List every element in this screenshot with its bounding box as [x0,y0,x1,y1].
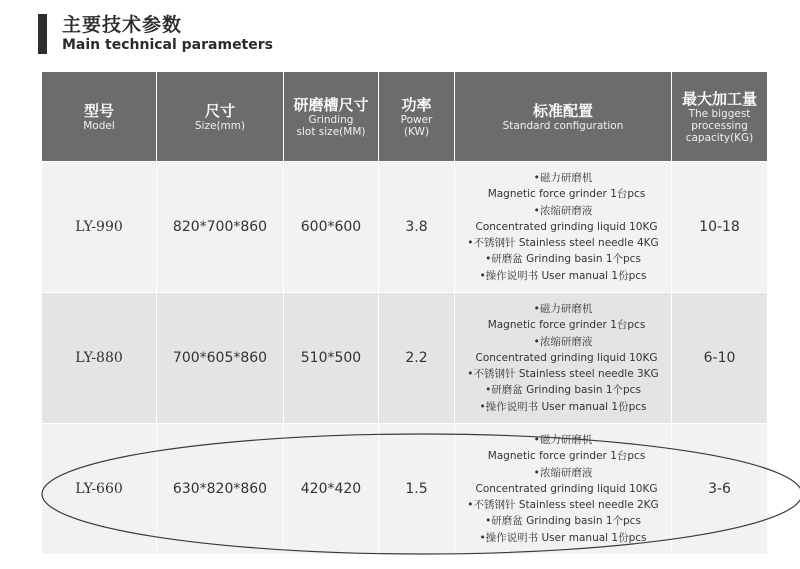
config-line: Magnetic force grinder 1台pcs [487,319,646,332]
size-cell: 700*605*860 [157,293,284,424]
page-title-cn: 主要技术参数 [62,14,183,36]
table-row [42,424,768,555]
column-header-cn: 研磨槽尺寸 [293,95,369,114]
column-header-model [42,72,157,162]
configuration-cell [455,293,672,424]
config-line: •不锈钢针 Stainless steel needle 2KG [467,499,659,512]
column-header-cn: 型号 [83,101,114,120]
config-line: •浓缩研磨液 [533,466,593,479]
parameters-table [41,71,768,555]
config-line: •操作说明书 User manual 1份pcs [479,531,647,544]
capacity-cell: 6-10 [672,293,768,424]
table-row [42,293,768,424]
config-line: Concentrated grinding liquid 10KG [475,482,658,495]
config-line: •操作说明书 User manual 1份pcs [479,269,647,282]
config-line: •磁力研磨机 [533,302,593,315]
column-header-en: processing [691,119,748,132]
model-cell: LY-990 [42,162,157,293]
size-cell: 630*820*860 [157,424,284,555]
table-header-row [42,72,768,162]
column-header-en: Power [400,113,433,126]
config-line: Concentrated grinding liquid 10KG [475,220,658,233]
configuration-cell [455,424,672,555]
table-row [42,162,768,293]
column-header-en: The biggest [688,107,751,120]
column-header-en: Size(mm) [194,119,246,132]
config-line: •浓缩研磨液 [533,335,593,348]
column-header-capacity [672,72,768,162]
column-header-power [379,72,455,162]
column-header-size [157,72,284,162]
config-line: •操作说明书 User manual 1份pcs [479,400,647,413]
capacity-cell: 3-6 [672,424,768,555]
slot-size-cell: 600*600 [284,162,379,293]
title-accent-bar [38,14,47,54]
config-line: Magnetic force grinder 1台pcs [487,188,646,201]
page-title-en: Main technical parameters [62,37,273,53]
config-line: Magnetic force grinder 1台pcs [487,450,646,463]
column-header-en: (KW) [403,125,430,138]
config-line: •研磨盆 Grinding basin 1个pcs [485,253,641,266]
column-header-en: slot size(MM) [296,125,366,138]
column-header-en: Model [83,119,115,132]
column-header-slot-size [284,72,379,162]
column-header-cn: 最大加工量 [681,89,757,108]
config-line: •浓缩研磨液 [533,204,593,217]
power-cell: 3.8 [379,162,455,293]
column-header-cn: 功率 [401,95,432,114]
config-line: •不锈钢针 Stainless steel needle 4KG [467,237,659,250]
slot-size-cell: 510*500 [284,293,379,424]
config-line: Concentrated grinding liquid 10KG [475,351,658,364]
column-header-en: capacity(KG) [685,131,754,144]
slot-size-cell: 420*420 [284,424,379,555]
config-line: •磁力研磨机 [533,433,593,446]
column-header-en: Grinding [308,113,354,126]
power-cell: 2.2 [379,293,455,424]
model-cell: LY-880 [42,293,157,424]
power-cell: 1.5 [379,424,455,555]
capacity-cell: 10-18 [672,162,768,293]
config-line: •研磨盆 Grinding basin 1个pcs [485,515,641,528]
column-header-en: Standard configuration [502,119,624,132]
config-line: •研磨盆 Grinding basin 1个pcs [485,384,641,397]
configuration-cell [455,162,672,293]
config-line: •不锈钢针 Stainless steel needle 3KG [467,368,659,381]
size-cell: 820*700*860 [157,162,284,293]
column-header-configuration [455,72,672,162]
config-line: •磁力研磨机 [533,171,593,184]
column-header-cn: 标准配置 [532,101,593,120]
model-cell: LY-660 [42,424,157,555]
column-header-cn: 尺寸 [204,101,235,120]
